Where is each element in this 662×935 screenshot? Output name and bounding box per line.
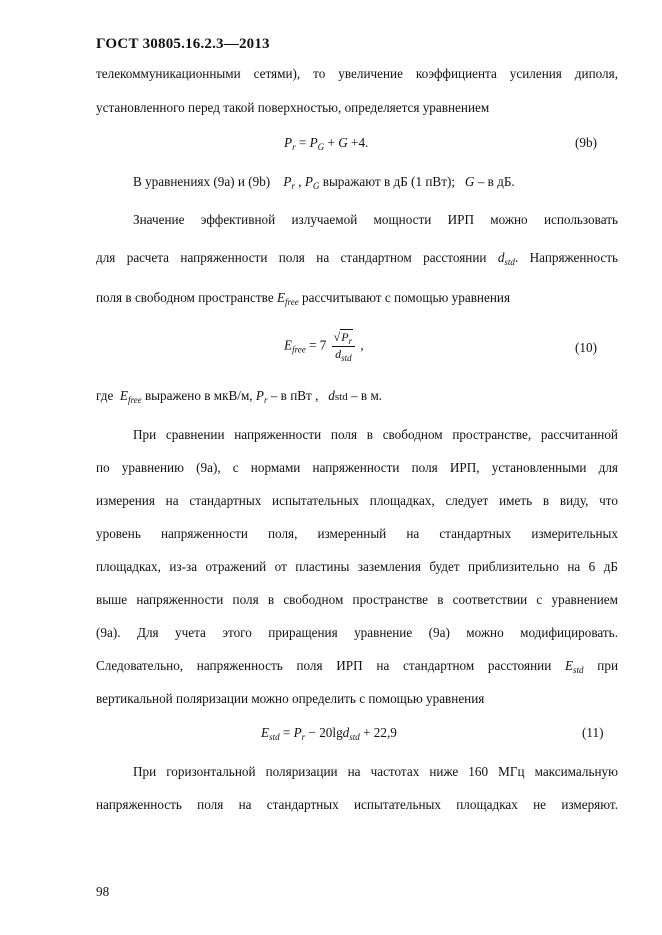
text-line: площадках, из-за отражений от пластины заземления будет приблизительно на 6 дБ — [96, 559, 618, 574]
text-line: (9а). Для учета этого приращения уравнение (9а) можно модифицировать. — [96, 625, 618, 640]
text-line: При горизонтальной поляризации на частотах ниже 160 МГц максимальную — [133, 764, 618, 779]
text-line: Следовательно, напряженность поля ИРП на стандартном расстоянии $E_{std}$ при — [96, 658, 619, 675]
where-line: где $E_{free}$ выражено в мкВ/м, $P_r$ – в пВт , dstd – в м. — [96, 388, 383, 405]
equation-number: (10) — [575, 340, 597, 355]
document-header: ГОСТ 30805.16.2.3—2013 — [96, 36, 270, 52]
text-line: уровень напряженности поля, измеренный на стандартных измерительных — [96, 526, 618, 541]
page-number: 98 — [96, 884, 110, 899]
text-line: напряженность поля на стандартных испытательных площадках не измеряют. — [96, 797, 618, 812]
text-line: При сравнении напряженности поля в свободном пространстве, рассчитанной — [133, 427, 618, 442]
text-line: Значение эффективной излучаемой мощности ИРП можно использовать — [133, 212, 618, 227]
text-line: для расчета напряженности поля на стандартном расстоянии $d_{std}$. Напряженность — [96, 250, 618, 267]
text-line: поля в свободном пространстве $E_{free}$ рассчитывают с помощью уравнения — [96, 290, 511, 307]
text-line: вертикальной поляризации можно определить с помощью уравнения — [96, 691, 485, 706]
note-line: В уравнениях (9а) и (9b) $P_r$ , $P_G$ выражают в дБ (1 пВт); G – в дБ. — [133, 174, 515, 191]
text-line: измерения на стандартных испытательных площадках, следует иметь в виду, что — [96, 493, 618, 508]
text-line: выше напряженности поля в свободном пространстве в соответствии с уравнением — [96, 592, 618, 607]
text-line: по уравнению (9а), с нормами напряженности поля ИРП, установленными для — [96, 460, 618, 475]
equation-number: (9b) — [575, 135, 597, 150]
text-line: установленного перед такой поверхностью, определяется уравнением — [96, 100, 490, 115]
equation-10: $E_{free} = 7$ $\frac{√P_r}{d_{std}}$ , — [284, 330, 364, 363]
fraction: $\frac{√P_r}{d_{std}}$ — [332, 330, 355, 363]
equation-11: $E_{std} = P_r - 20\lg d_{std} + 22,9$ — [261, 725, 397, 742]
equation-9b: $P_r = P_G + G +4$. — [284, 135, 369, 152]
text-line: телекоммуникационными сетями), то увеличение коэффициента усиления диполя, — [96, 66, 618, 81]
equation-number: (11) — [582, 725, 604, 740]
